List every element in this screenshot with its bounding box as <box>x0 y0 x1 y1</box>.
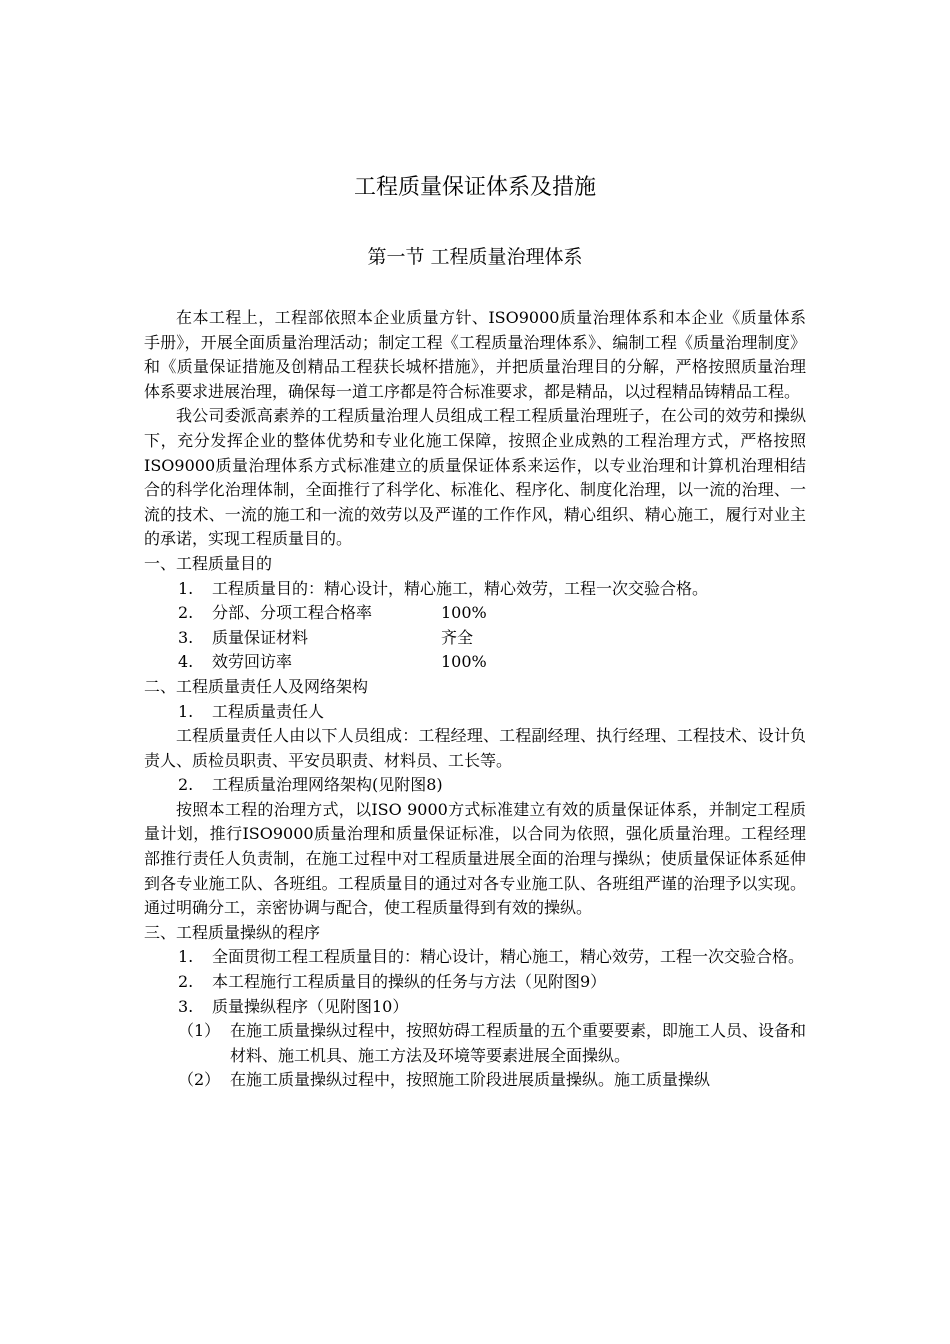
list-item <box>144 650 806 675</box>
item-text: 工程质量责任人 <box>212 701 325 721</box>
item-text: 工程质量目的：精心设计，精心施工，精心效劳，工程一次交验合格。 <box>212 578 709 598</box>
item-text: 工程质量治理网络架构(见附图8) <box>212 775 443 795</box>
document-title: 工程质量保证体系及措施 <box>353 175 596 200</box>
section-title: 第一节 工程质量治理体系 <box>367 246 583 268</box>
list-item <box>144 700 806 725</box>
network-paragraph: 按照本工程的治理方式，以ISO 9000方式标准建立有效的质量保证体系，并制定工程质量计划，推行ISO9000质量治理和质量保证标准，以合同为依照，强化质量治理。工程经理部推行责任人负责制，在施工过程中对工程质量进展全面的治理与操纵；使质量保证体系延伸到各专业施工队、各班组。工程质量目的通过对各专业施工队、各班组严谨的治理予以实现。通过明确分工，亲密协调与配合，使工程质量得到有效的操纵。 <box>144 799 806 918</box>
item-number: 2. <box>178 972 194 992</box>
item-label: 分部、分项工程合格率 <box>212 603 373 623</box>
list-item <box>144 1019 806 1068</box>
item-text: 在施工质量操纵过程中，按照施工阶段进展质量操纵。施工质量操纵 <box>230 1070 711 1090</box>
intro-paragraph-1: 在本工程上，工程部依照本企业质量方针、ISO9000质量治理体系和本企业《质量体系手册》，开展全面质量治理活动；制定工程《工程质量治理体系》、编制工程《质量治理制度》和《质量保证措施及创精品工程获长城杯措施》，并把质量治理目的分解，严格按照质量治理体系要求进展治理，确保每一道工序都是符合标准要求，都是精品，以过程精品铸精品工程。 <box>144 308 806 401</box>
item-text: 质量操纵程序（见附图10） <box>212 996 409 1016</box>
item-number: 1. <box>178 578 194 598</box>
item-value: 100% <box>441 603 487 623</box>
intro-paragraph-2: 我公司委派高素养的工程质量治理人员组成工程工程质量治理班子，在公司的效劳和操纵下，充分发挥企业的整体优势和专业化施工保障，按照企业成熟的工程治理方式，严格按照ISO9000质量治理体系方式标准建立的质量保证体系来运作，以专业治理和计算机治理相结合的科学化治理体制，全面推行了科学化、标准化、程序化、制度化治理，以一流的治理、一流的技术、一流的施工和一流的效劳以及严谨的工作作风，精心组织、精心施工，履行对业主的承诺，实现工程质量目的。 <box>144 406 806 549</box>
item-value: 100% <box>441 652 487 672</box>
responsibility-paragraph: 工程质量责任人由以下人员组成：工程经理、工程副经理、执行经理、工程技术、设计负责人、质检员职责、平安员职责、材料员、工长等。 <box>144 726 806 770</box>
item-label: 效劳回访率 <box>212 652 293 672</box>
item-number: 3. <box>178 627 194 647</box>
list-item <box>144 601 806 626</box>
heading-control-procedure: 三、工程质量操纵的程序 <box>144 922 321 942</box>
list-item <box>144 1068 806 1093</box>
list-item <box>144 945 806 970</box>
item-number: （2） <box>178 1070 221 1090</box>
list-item <box>144 577 806 602</box>
heading-quality-goal: 一、工程质量目的 <box>144 553 273 573</box>
item-number: 4. <box>178 652 194 672</box>
item-label: 质量保证材料 <box>212 627 309 647</box>
item-number: 1. <box>178 701 194 721</box>
item-number: （1） <box>178 1021 221 1041</box>
item-text: 在施工质量操纵过程中，按照妨碍工程质量的五个重要要素，即施工人员、设备和材料、施工机具、施工方法及环境等要素进展全面操纵。 <box>230 1021 807 1065</box>
item-number: 2. <box>178 603 194 623</box>
list-item <box>144 773 806 798</box>
item-text: 全面贯彻工程工程质量目的：精心设计，精心施工，精心效劳，工程一次交验合格。 <box>212 947 805 967</box>
heading-responsibility: 二、工程质量责任人及网络架构 <box>144 676 369 696</box>
list-item <box>144 626 806 651</box>
item-value: 齐全 <box>441 627 474 647</box>
list-item <box>144 970 806 995</box>
item-text: 本工程施行工程质量目的操纵的任务与方法（见附图9） <box>212 972 607 992</box>
item-number: 1. <box>178 947 194 967</box>
item-number: 3. <box>178 996 194 1016</box>
document-body <box>144 306 806 1093</box>
list-item <box>144 995 806 1020</box>
item-number: 2. <box>178 775 194 795</box>
